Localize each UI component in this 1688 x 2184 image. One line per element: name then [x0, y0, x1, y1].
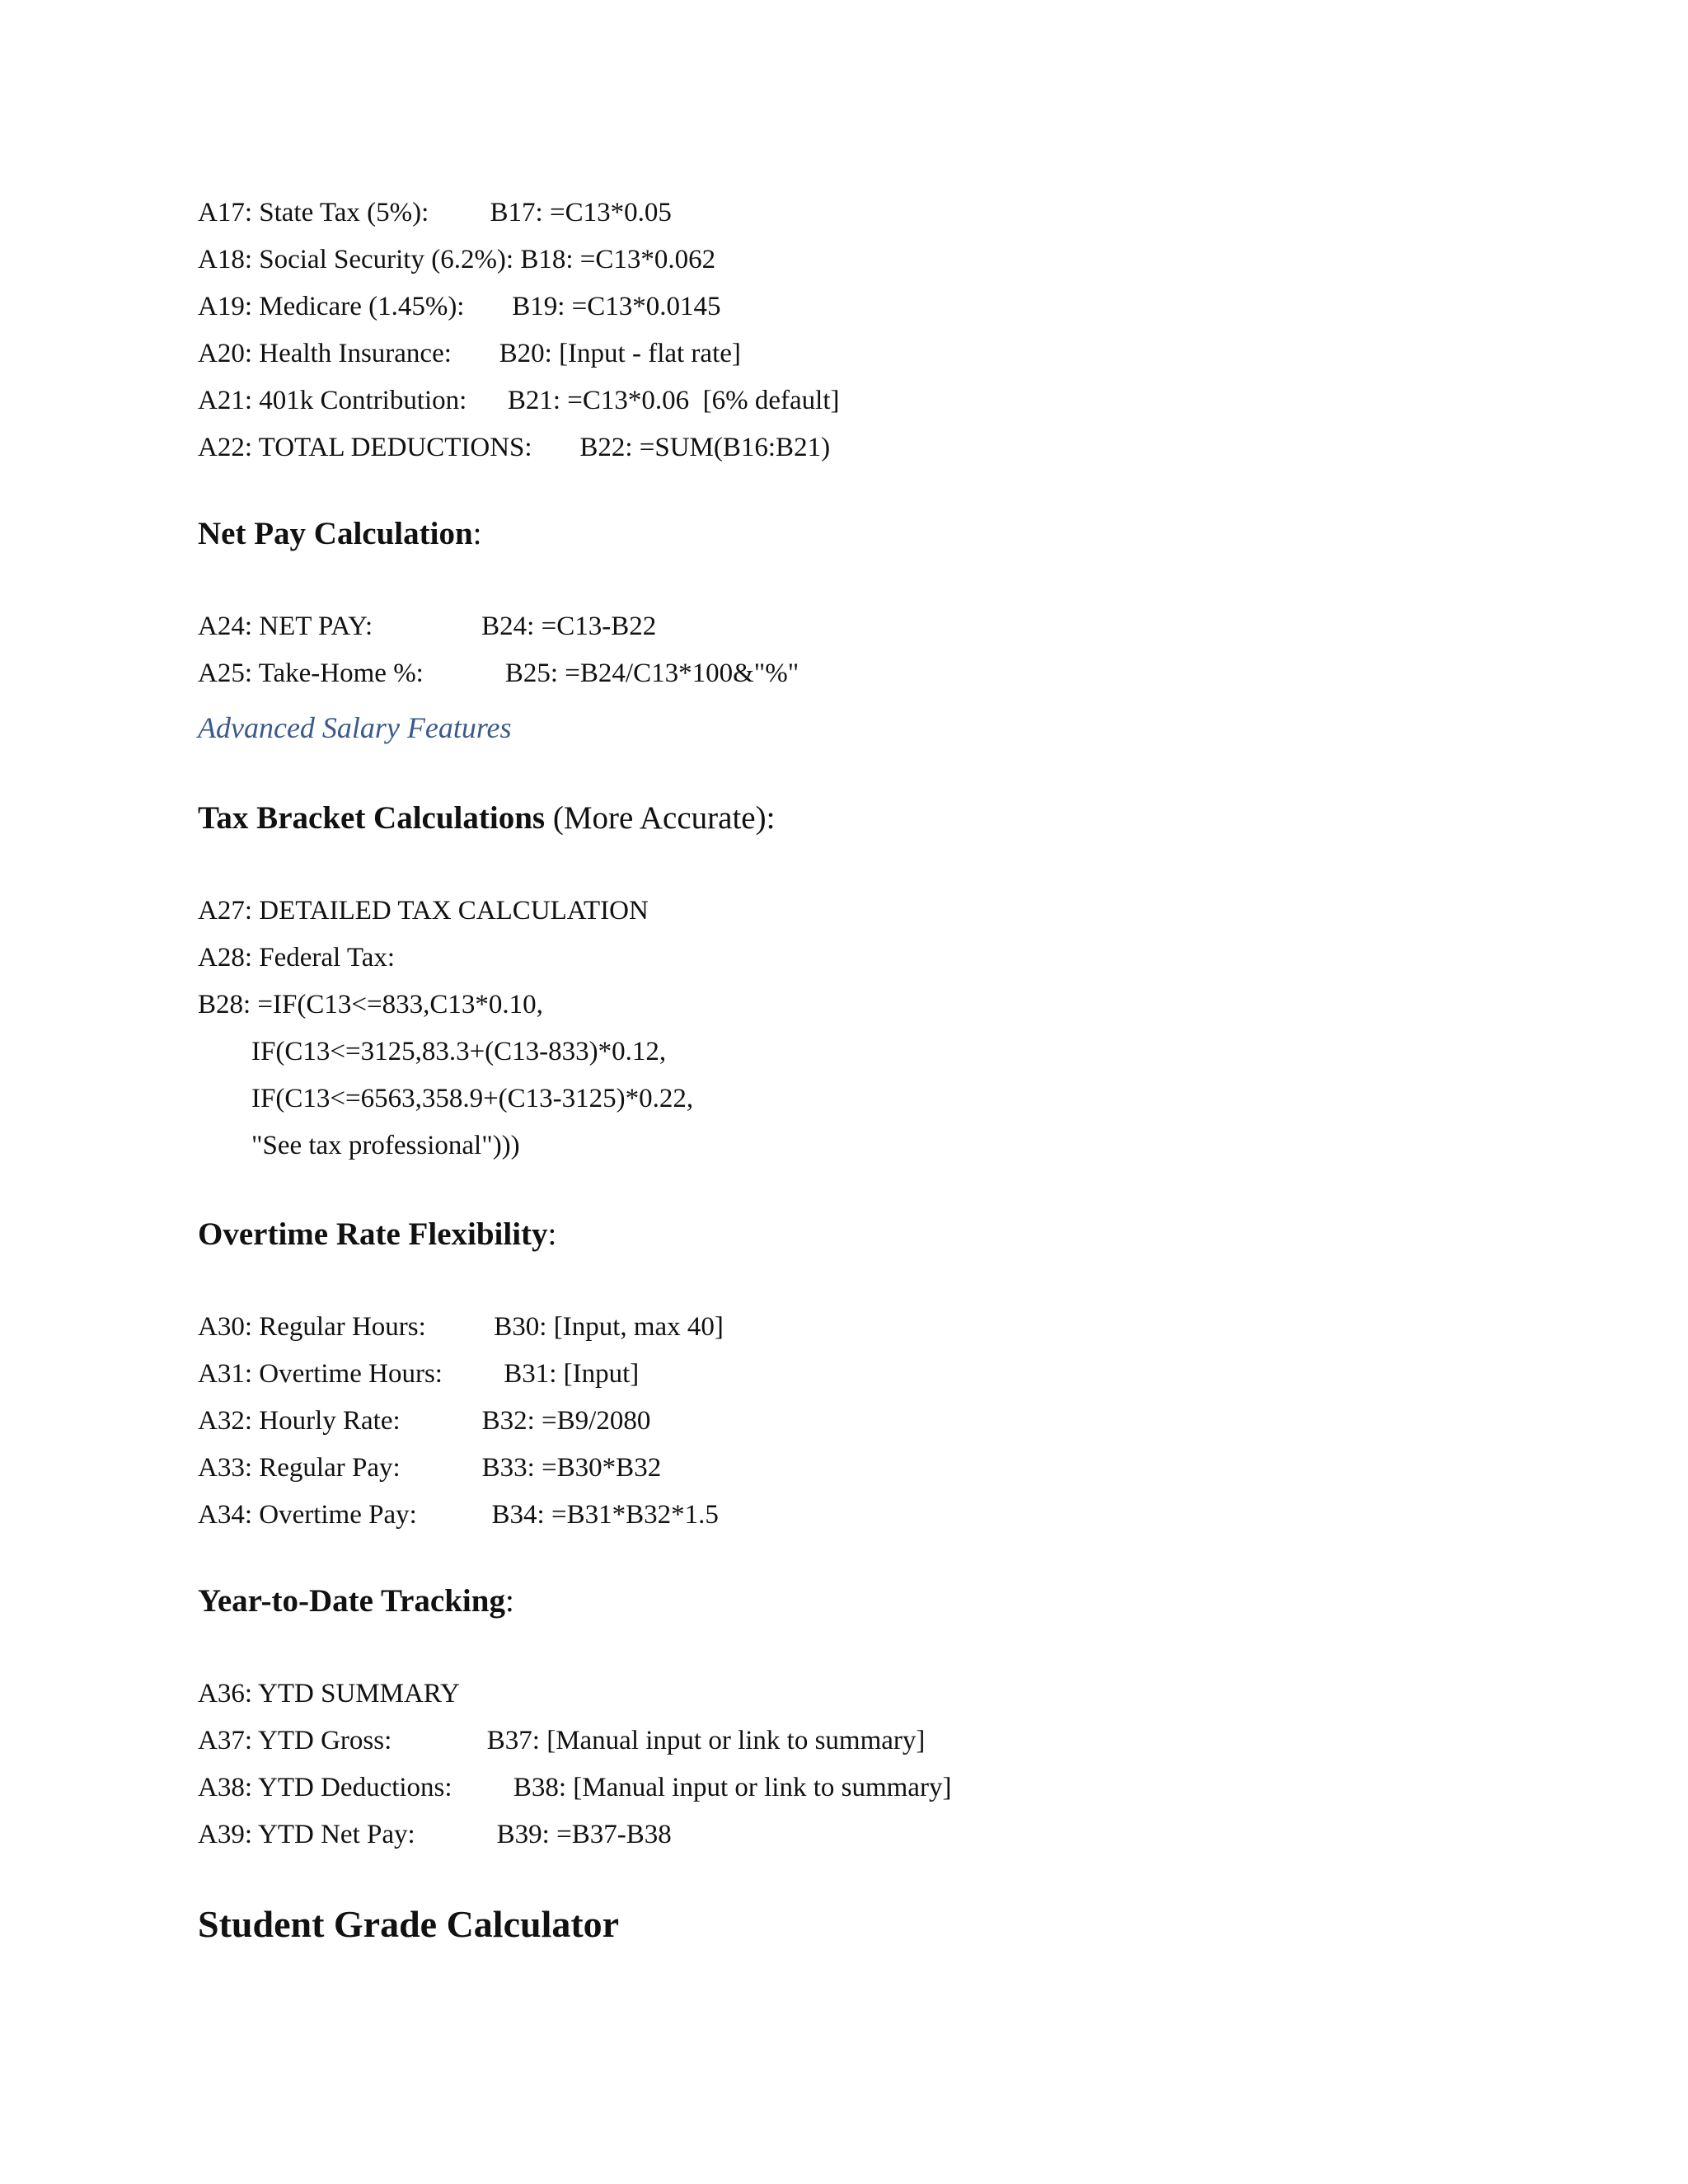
heading-rest: (More Accurate):: [545, 800, 776, 836]
text-line: A31: Overtime Hours: B31: [Input]: [198, 1359, 640, 1389]
text-line: A36: YTD SUMMARY: [198, 1679, 460, 1708]
text-line: A17: State Tax (5%): B17: =C13*0.05: [198, 198, 672, 227]
text-line: A22: TOTAL DEDUCTIONS: B22: =SUM(B16:B21): [198, 433, 831, 462]
text-line: A20: Health Insurance: B20: [Input - flat rate]: [198, 339, 741, 368]
overtime-heading: [198, 1216, 556, 1254]
text-line-indented: IF(C13<=3125,83.3+(C13-833)*0.12,: [251, 1037, 667, 1066]
ytd-heading: [198, 1582, 514, 1620]
text-line: A33: Regular Pay: B33: =B30*B32: [198, 1453, 662, 1483]
text-line: A27: DETAILED TAX CALCULATION: [198, 896, 649, 926]
text-line: A18: Social Security (6.2%): B18: =C13*0.062: [198, 245, 716, 274]
text-line: A21: 401k Contribution: B21: =C13*0.06 [6% default]: [198, 386, 840, 415]
text-line: A19: Medicare (1.45%): B19: =C13*0.0145: [198, 292, 721, 321]
text-line: A24: NET PAY: B24: =C13-B22: [198, 612, 657, 641]
heading-bold: Overtime Rate Flexibility: [198, 1216, 548, 1252]
text-line: A32: Hourly Rate: B32: =B9/2080: [198, 1406, 651, 1436]
net-pay-heading: [198, 515, 481, 553]
text-line: A37: YTD Gross: B37: [Manual input or link to summary]: [198, 1726, 926, 1755]
text-line: A25: Take-Home %: B25: =B24/C13*100&"%": [198, 658, 799, 688]
tax-bracket-heading: [198, 799, 775, 837]
heading-rest: :: [504, 1583, 514, 1619]
advanced-salary-subheading: Advanced Salary Features: [198, 711, 512, 744]
text-line: A30: Regular Hours: B30: [Input, max 40]: [198, 1312, 724, 1342]
text-line: B28: =IF(C13<=833,C13*0.10,: [198, 990, 543, 1019]
heading-bold: Net Pay Calculation: [198, 516, 473, 551]
heading-rest: :: [547, 1216, 557, 1252]
grade-calculator-heading: Student Grade Calculator: [198, 1903, 620, 1945]
text-line: A38: YTD Deductions: B38: [Manual input or link to summary]: [198, 1773, 952, 1802]
text-line: A28: Federal Tax:: [198, 943, 396, 972]
heading-rest: :: [472, 516, 482, 551]
heading-bold: Year-to-Date Tracking: [198, 1583, 505, 1619]
text-line-indented: IF(C13<=6563,358.9+(C13-3125)*0.22,: [251, 1084, 694, 1113]
text-line: A39: YTD Net Pay: B39: =B37-B38: [198, 1820, 672, 1849]
heading-bold: Tax Bracket Calculations: [198, 800, 546, 836]
text-line-indented: "See tax professional"))): [251, 1131, 520, 1160]
text-line: A34: Overtime Pay: B34: =B31*B32*1.5: [198, 1500, 719, 1530]
